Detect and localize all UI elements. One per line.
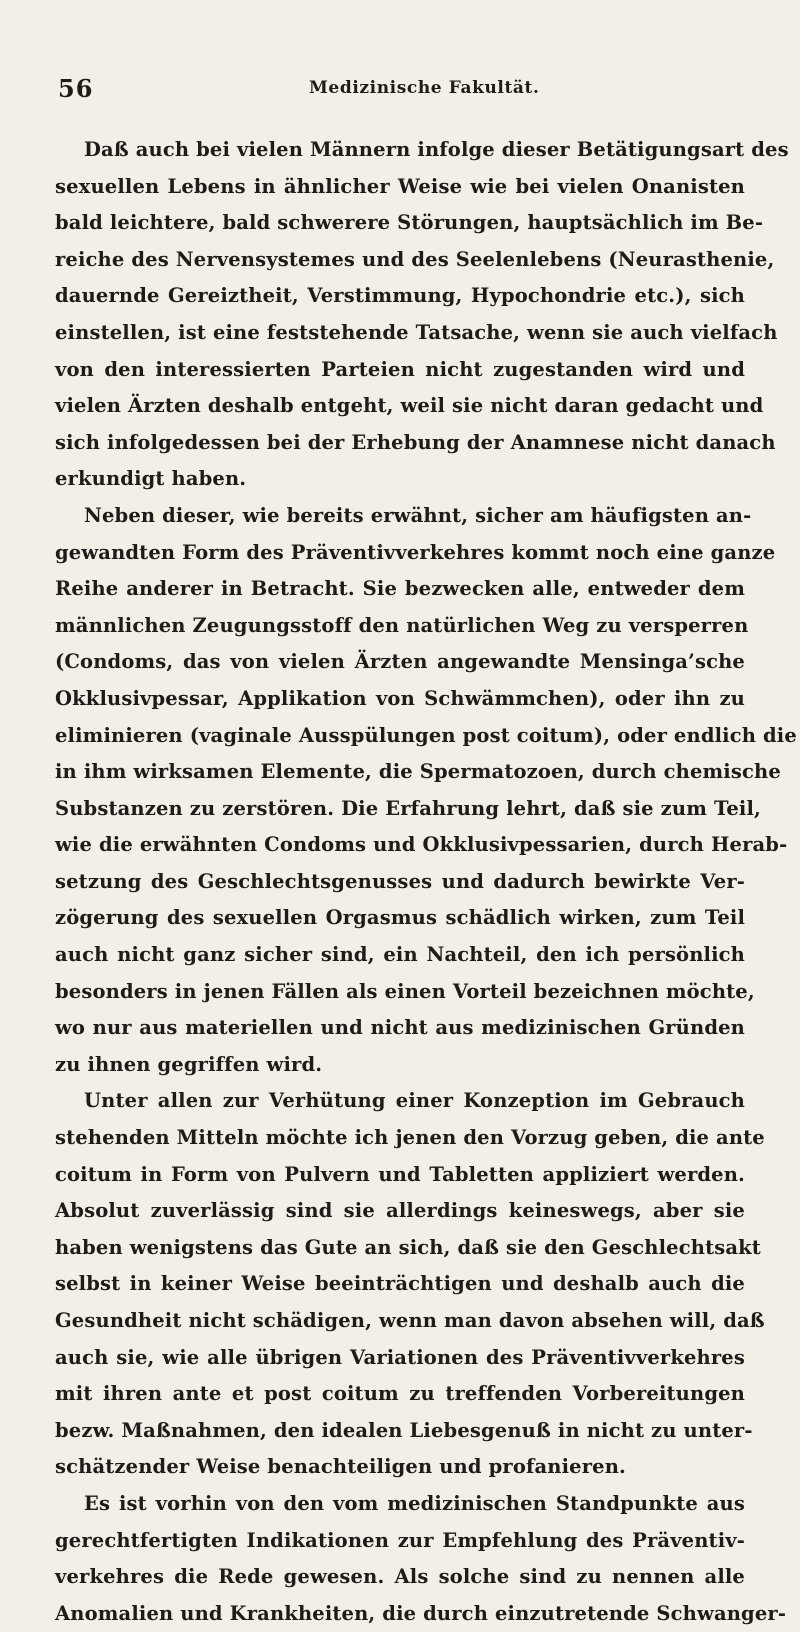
text-line: stehenden Mitteln möchte ich jenen den Vorzug geben, die ante xyxy=(55,1126,765,1150)
text-line: haben wenigstens das Gute an sich, daß sie den Geschlechtsakt xyxy=(55,1235,761,1259)
text-line: Daß auch bei vielen Männern infolge dieser Betätigungsart des xyxy=(84,138,789,161)
text-line: dauernde Gereiztheit, Verstimmung, Hypochondrie etc.), sich xyxy=(55,284,745,308)
paragraph xyxy=(55,132,789,498)
text-line: auch nicht ganz sicher sind, ein Nachteil, den ich persönlich xyxy=(55,943,745,967)
text-line: einstellen, ist eine feststehende Tatsache, wenn sie auch vielfach xyxy=(55,320,778,344)
text-line: (Condoms, das von vielen Ärzten angewandte Mensinga’sche xyxy=(55,650,745,674)
text-line: mit ihren ante et post coitum zu treffenden Vorbereitungen xyxy=(55,1382,745,1406)
paragraph xyxy=(55,1083,765,1486)
text-line: in ihm wirksamen Elemente, die Spermatozoen, durch chemische xyxy=(55,760,781,784)
text-line: Anomalien und Krankheiten, die durch einzutretende Schwanger- xyxy=(55,1601,787,1625)
text-line: wo nur aus materiellen und nicht aus medizinischen Gründen xyxy=(55,1016,745,1040)
text-line: vielen Ärzten deshalb entgeht, weil sie nicht daran gedacht und xyxy=(55,394,764,418)
text-line: sexuellen Lebens in ähnlicher Weise wie bei vielen Onanisten xyxy=(55,174,745,198)
text-line: setzung des Geschlechtsgenusses und dadurch bewirkte Ver- xyxy=(55,869,745,893)
text-line: wie die erwähnten Condoms und Okklusivpessarien, durch Herab- xyxy=(55,833,788,857)
text-line: sich infolgedessen bei der Erhebung der Anamnese nicht danach xyxy=(55,430,776,454)
text-line: eliminieren (vaginale Ausspülungen post coitum), oder endlich die xyxy=(55,723,797,747)
paragraph xyxy=(55,498,797,1084)
text-line: auch sie, wie alle übrigen Variationen des Präventivverkehres xyxy=(55,1345,745,1369)
text-line: zu ihnen gegriffen wird. xyxy=(55,1052,323,1076)
text-line: schätzender Weise benachteiligen und profanieren. xyxy=(55,1455,626,1479)
text-line: männlichen Zeugungsstoff den natürlichen Weg zu versperren xyxy=(55,613,749,637)
text-line: coitum in Form von Pulvern und Tabletten appliziert werden. xyxy=(55,1162,745,1186)
text-line: zögerung des sexuellen Orgasmus schädlich wirken, zum Teil xyxy=(55,906,745,930)
text-line: Unter allen zur Verhütung einer Konzeption im Gebrauch xyxy=(84,1089,745,1113)
text-line: Es ist vorhin von den vom medizinischen Standpunkte aus xyxy=(84,1491,745,1515)
text-line: Absolut zuverlässig sind sie allerdings keineswegs, aber sie xyxy=(55,1199,745,1223)
text-line: Substanzen zu zerstören. Die Erfahrung lehrt, daß sie zum Teil, xyxy=(55,796,761,820)
running-title: Medizinische Fakultät. xyxy=(309,78,540,98)
text-line: gewandten Form des Präventivverkehres kommt noch eine ganze xyxy=(55,540,776,564)
text-line: besonders in jenen Fällen als einen Vorteil bezeichnen möchte, xyxy=(55,979,755,1003)
text-line: bezw. Maßnahmen, den idealen Liebesgenuß in nicht zu unter- xyxy=(55,1418,753,1442)
body-text xyxy=(55,132,797,1632)
page-number: 56 xyxy=(58,74,94,103)
text-line: Gesundheit nicht schädigen, wenn man davon absehen will, daß xyxy=(55,1309,765,1332)
text-line: reiche des Nervensystemes und des Seelenlebens (Neurasthenie, xyxy=(55,247,775,271)
text-line: erkundigt haben. xyxy=(55,467,247,491)
text-line: von den interessierten Parteien nicht zugestanden wird und xyxy=(55,357,745,381)
text-line: gerechtfertigten Indikationen zur Empfehlung des Präventiv- xyxy=(55,1528,745,1552)
text-line: Neben dieser, wie bereits erwähnt, sicher am häufigsten an- xyxy=(84,503,752,527)
running-head xyxy=(55,68,745,108)
paragraph xyxy=(55,1486,787,1632)
text-line: bald leichtere, bald schwerere Störungen, hauptsächlich im Be- xyxy=(55,211,764,235)
text-line: verkehres die Rede gewesen. Als solche sind zu nennen alle xyxy=(55,1565,745,1589)
book-page xyxy=(55,68,797,1632)
text-line: Okklusivpessar, Applikation von Schwämmchen), oder ihn zu xyxy=(55,686,745,710)
text-line: Reihe anderer in Betracht. Sie bezwecken alle, entweder dem xyxy=(55,577,745,601)
text-line: selbst in keiner Weise beeinträchtigen und deshalb auch die xyxy=(55,1272,745,1296)
